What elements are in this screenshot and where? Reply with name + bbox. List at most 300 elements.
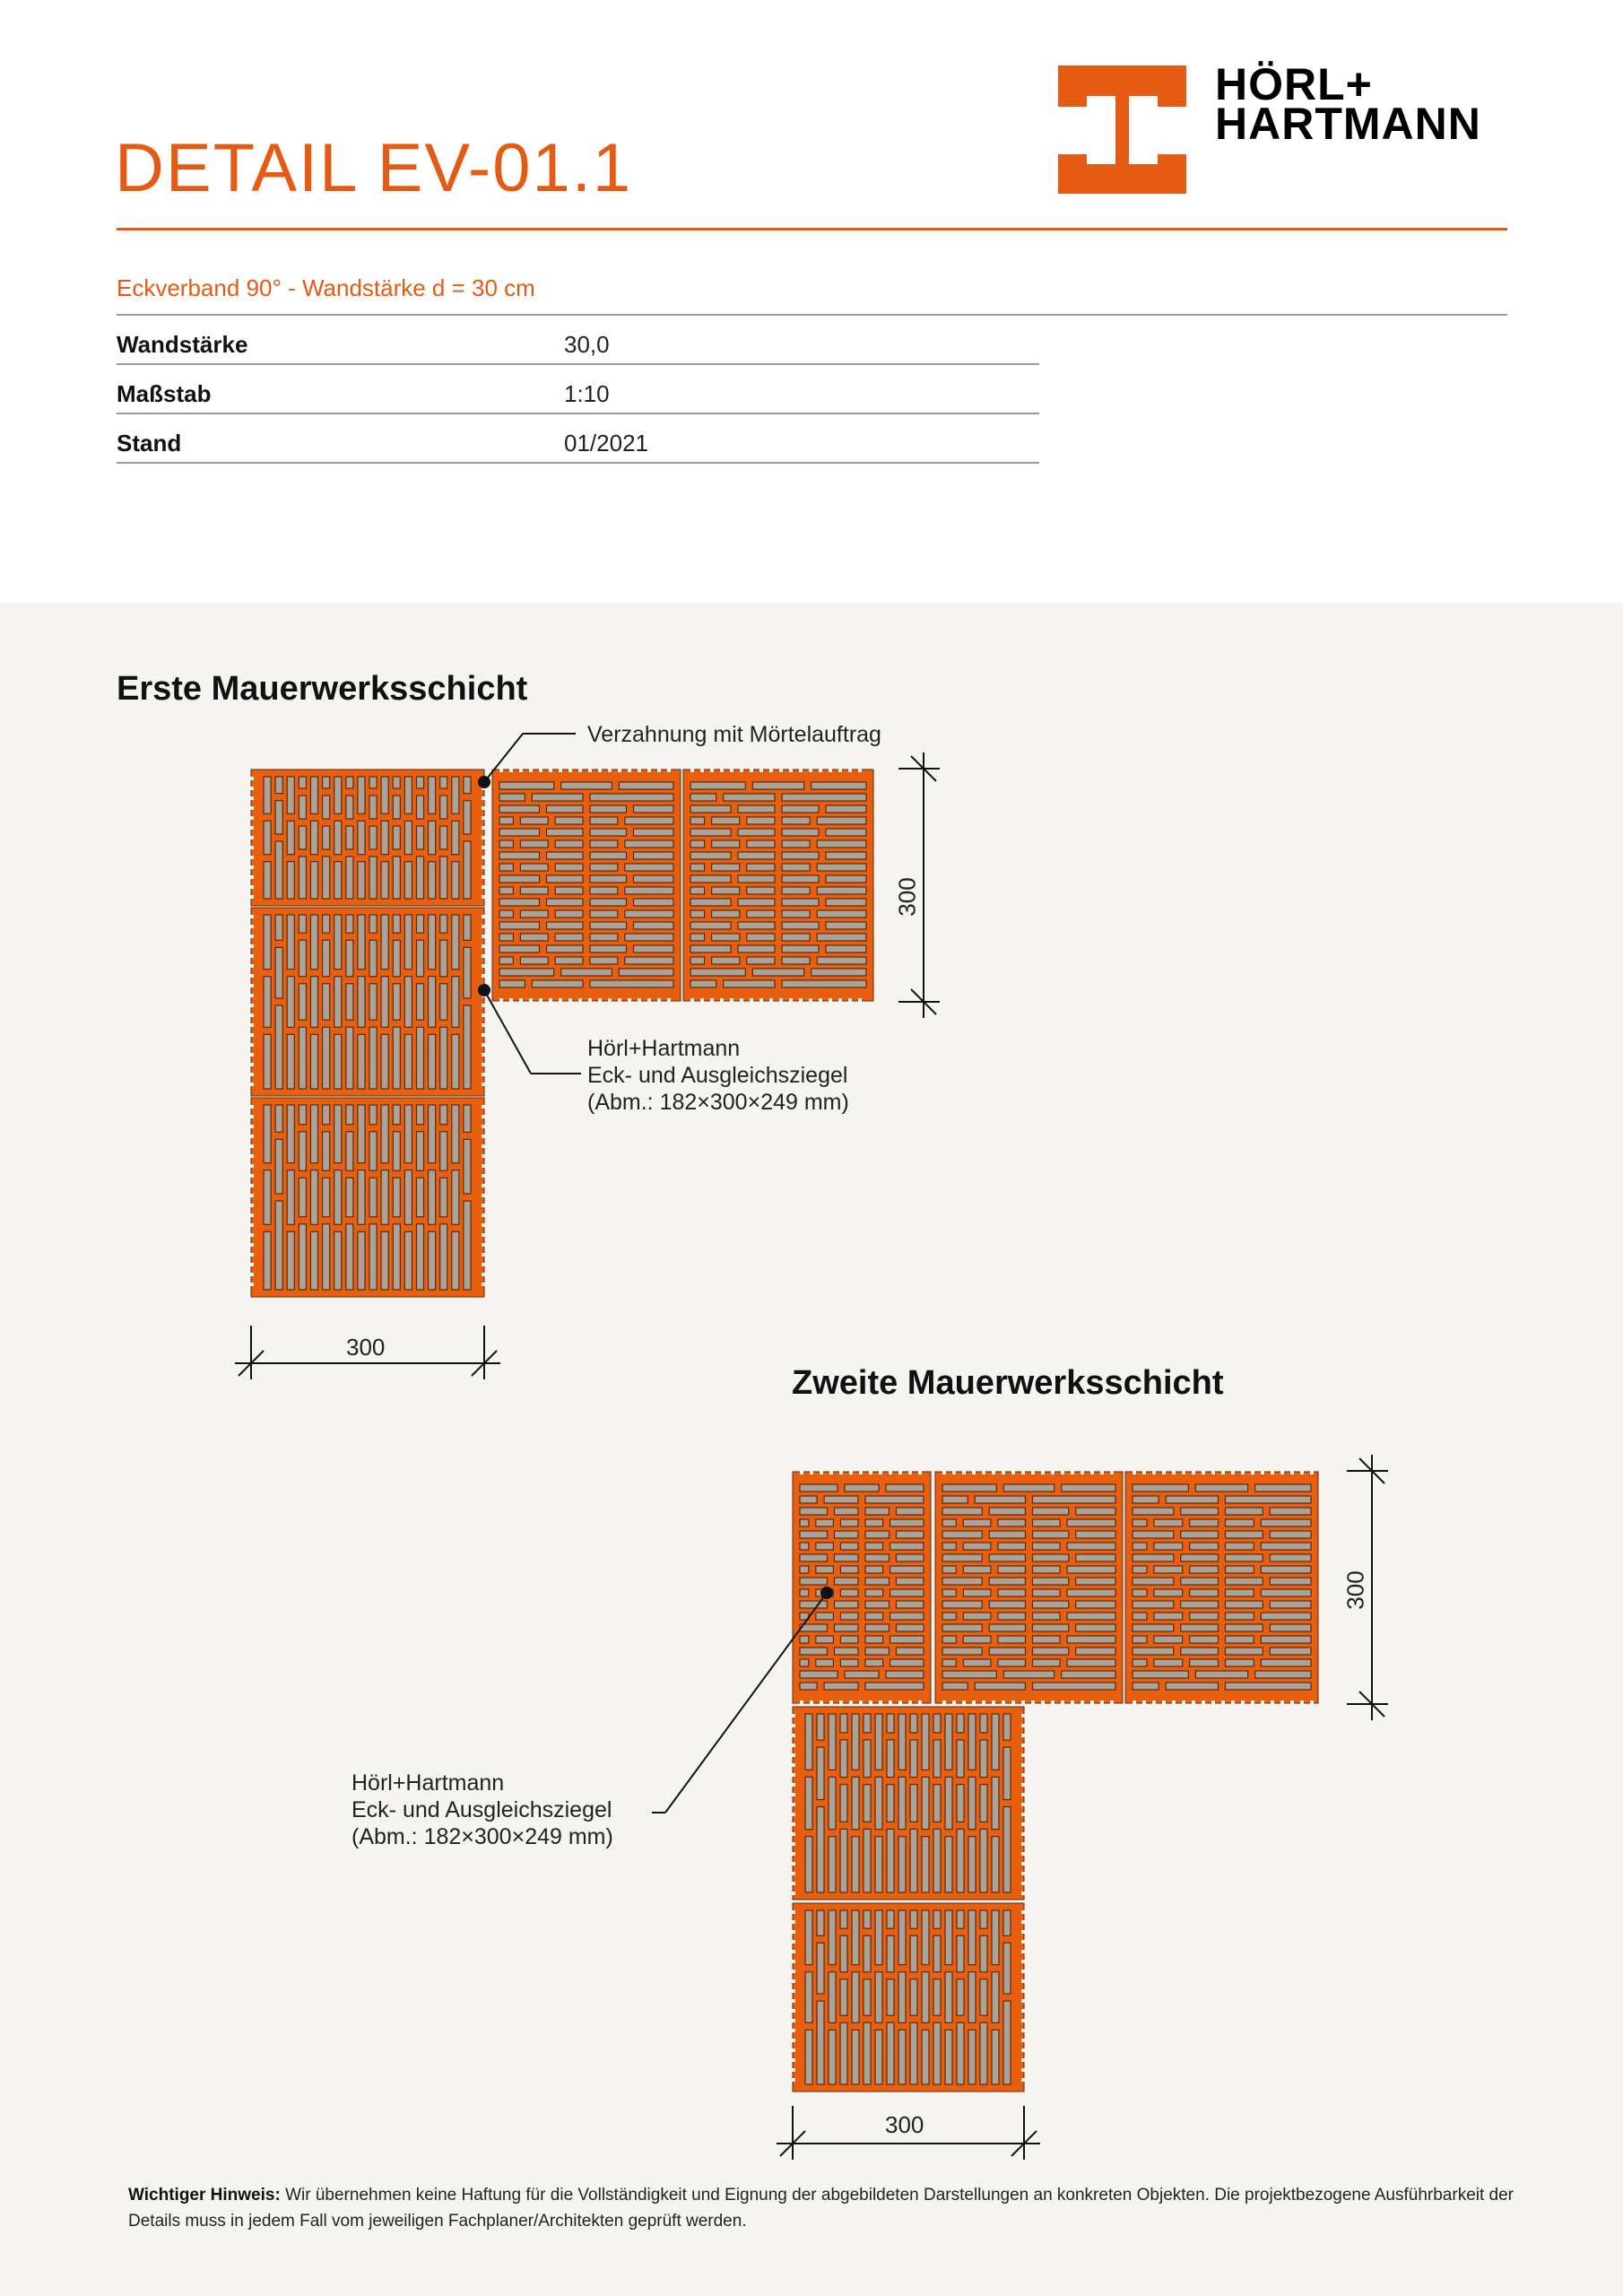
brick-tooth — [250, 1115, 254, 1118]
brick-hole — [346, 1105, 353, 1125]
brick-hole — [1133, 1543, 1147, 1550]
brick-tooth — [889, 1471, 892, 1474]
brick-hole — [520, 957, 548, 964]
brick-hole — [865, 1636, 883, 1643]
brick-tooth — [482, 1135, 485, 1138]
brick-hole — [738, 852, 775, 859]
brick-hole — [910, 2022, 917, 2084]
brick-hole — [634, 829, 674, 836]
brick-hole — [980, 1829, 987, 1892]
brick-tooth — [1182, 1471, 1185, 1474]
brick-tooth — [1300, 1471, 1304, 1474]
brick-hole — [393, 1132, 400, 1171]
brick-hole — [747, 934, 775, 941]
brick-tooth — [942, 1700, 946, 1704]
brick-hole — [835, 1624, 859, 1631]
brick-hole — [547, 922, 584, 929]
brick-hole — [852, 2030, 859, 2084]
brick-hole — [865, 1578, 890, 1585]
brick-tooth — [779, 769, 783, 772]
brick-tooth — [250, 1144, 254, 1148]
spec-label-stand: Stand — [117, 430, 182, 457]
brick-hole — [404, 915, 412, 970]
brick-hole — [264, 1231, 271, 1290]
brick-hole — [1181, 1648, 1219, 1655]
brick-hole — [690, 852, 731, 859]
brick-hole — [287, 915, 294, 970]
brick-tooth — [1021, 1999, 1025, 2003]
brick-hole — [1226, 1683, 1312, 1690]
brick-tooth — [482, 846, 485, 849]
brick-tooth — [792, 1882, 795, 1885]
brick-hole — [520, 910, 548, 918]
brick-hole — [1190, 1613, 1219, 1620]
brick-hole — [264, 1170, 271, 1225]
brick-hole — [393, 940, 400, 977]
layer2-annotation-brick — [352, 1770, 613, 1850]
brick-tooth — [1100, 1471, 1104, 1474]
brick-hole — [890, 1519, 924, 1526]
brick-hole — [782, 829, 819, 836]
brick-hole — [1181, 1624, 1219, 1631]
brick-tooth — [829, 1471, 833, 1474]
brick-hole — [440, 1224, 447, 1290]
brick-tooth — [750, 998, 753, 1002]
brick-tooth — [792, 1734, 795, 1737]
brick-hole — [840, 1829, 847, 1892]
brick-hole — [1133, 1671, 1188, 1678]
brick-tooth — [250, 1043, 254, 1047]
brick-tooth — [559, 998, 562, 1002]
brick-hole — [464, 1005, 471, 1089]
brick-hole — [1033, 1531, 1069, 1538]
brick-hole — [1270, 1554, 1311, 1561]
brick-hole — [963, 1566, 991, 1573]
brick-tooth — [482, 875, 485, 879]
brick-hole — [957, 1979, 964, 2016]
brick-hole — [800, 1566, 809, 1573]
brick-tooth — [519, 769, 523, 772]
brick-hole — [416, 777, 423, 788]
brick-tooth — [792, 1753, 795, 1757]
brick-hole — [264, 777, 271, 813]
brick-tooth — [250, 1253, 254, 1257]
brick-tooth — [1021, 1950, 1025, 1953]
brick-hole — [840, 1543, 858, 1550]
brick-hole — [1033, 1578, 1069, 1585]
brick-hole — [800, 1636, 809, 1643]
brick-hole — [800, 1589, 809, 1596]
spec-label-wandstaerke: Wandstärke — [117, 331, 248, 358]
brick-hole — [817, 840, 866, 848]
brick-hole — [590, 957, 618, 964]
brick-tooth — [792, 2048, 795, 2052]
brick-hole — [1033, 1554, 1069, 1561]
brick-hole — [287, 977, 294, 1028]
brick-hole — [865, 1601, 890, 1608]
brick-hole — [1195, 1484, 1247, 1492]
brick-hole — [816, 1566, 834, 1573]
brick-hole — [299, 796, 306, 819]
brick-tooth — [250, 1174, 254, 1178]
brick-tooth — [700, 998, 704, 1002]
brick-tooth — [918, 1700, 922, 1704]
brick-hole — [690, 829, 731, 836]
brick-tooth — [1021, 1724, 1025, 1727]
brick-hole — [910, 1714, 917, 1733]
brick-tooth — [608, 769, 612, 772]
brick-hole — [840, 1566, 858, 1573]
brick-hole — [864, 1910, 871, 1928]
brick-tooth — [1241, 1700, 1245, 1704]
brick-hole — [829, 1777, 836, 1829]
brick-tooth — [578, 769, 582, 772]
brick-hole — [1033, 1601, 1069, 1608]
brick-hole — [381, 915, 388, 970]
brick-hole — [835, 1601, 859, 1608]
brick-tooth — [858, 998, 862, 1002]
brick-hole — [323, 1027, 330, 1089]
brick-hole — [1154, 1659, 1183, 1666]
brick-hole — [1033, 1566, 1061, 1573]
brick-hole — [590, 945, 627, 952]
brick-hole — [933, 2022, 941, 2084]
brick-hole — [358, 777, 365, 813]
brick-tooth — [1011, 1700, 1015, 1704]
brick-tooth — [792, 1763, 795, 1767]
brick-tooth — [1021, 1862, 1025, 1866]
brick-hole — [452, 1170, 459, 1225]
brick-hole — [998, 1543, 1026, 1550]
brick-tooth — [1081, 1700, 1084, 1704]
brick-tooth — [898, 1471, 902, 1474]
brick-hole — [1133, 1554, 1174, 1561]
brick-hole — [724, 980, 775, 987]
brick-hole — [429, 1105, 436, 1163]
brick-tooth — [730, 769, 733, 772]
brick-hole — [890, 1543, 924, 1550]
brick-hole — [890, 1636, 924, 1643]
brick-hole — [310, 1231, 317, 1290]
brick-tooth — [829, 769, 832, 772]
brick-hole — [738, 922, 775, 929]
brick-hole — [499, 887, 513, 894]
brick-hole — [875, 1910, 882, 1965]
brick-hole — [1033, 1496, 1116, 1503]
brick-horizontal — [935, 1471, 1123, 1704]
brick-tooth — [250, 1135, 254, 1138]
brick-tooth — [1021, 1910, 1025, 1914]
brick-hole — [1003, 1807, 1011, 1893]
page-title: DETAIL EV-01.1 — [115, 130, 633, 206]
brick-hole — [998, 1519, 1026, 1526]
brick-hole — [968, 1910, 976, 1965]
brick-hole — [393, 826, 400, 849]
brick-hole — [817, 2001, 824, 2084]
brick-hole — [369, 777, 377, 788]
brick-hole — [805, 1837, 812, 1892]
brick-tooth — [1192, 1471, 1195, 1474]
brick-hole — [690, 969, 745, 976]
brick-hole — [416, 1027, 423, 1089]
brick-tooth — [1041, 1700, 1045, 1704]
brick-hole — [1190, 1543, 1219, 1550]
brick-hole — [865, 1508, 890, 1515]
brick-hole — [299, 777, 306, 788]
brick-hole — [334, 977, 342, 1028]
brick-tooth — [809, 769, 812, 772]
brick-hole — [738, 829, 775, 836]
brick-hole — [724, 794, 775, 801]
brick-tooth — [1251, 1471, 1254, 1474]
brick-hole — [1003, 2001, 1011, 2084]
brick-hole — [835, 1508, 859, 1515]
brick-tooth — [250, 846, 254, 849]
brick-hole — [890, 1613, 924, 1620]
brick-hole — [980, 1979, 987, 2016]
brick-hole — [499, 782, 554, 789]
brick-tooth — [250, 1184, 254, 1187]
brick-hole — [865, 1624, 890, 1631]
brick-hole — [634, 922, 674, 929]
brick-hole — [416, 796, 423, 819]
brick-tooth — [482, 1013, 485, 1017]
brick-hole — [1133, 1613, 1147, 1620]
brick-hole — [782, 864, 810, 871]
brick-hole — [404, 862, 412, 899]
brick-tooth — [1021, 1813, 1025, 1816]
brick-tooth — [482, 1223, 485, 1227]
brick-tooth — [250, 994, 254, 997]
brick-hole — [547, 899, 584, 906]
brick-hole — [1154, 1589, 1183, 1596]
layer1-annotation-brick — [587, 1035, 849, 1116]
brick-body — [251, 770, 484, 906]
brick-hole — [887, 2022, 894, 2084]
brick-hole — [499, 875, 540, 883]
brick-hole — [1226, 1531, 1263, 1538]
brick-tooth — [730, 998, 733, 1002]
brick-hole — [452, 1034, 459, 1089]
brick-tooth — [792, 1950, 795, 1953]
brick-hole — [826, 922, 866, 929]
brick-tooth — [858, 769, 862, 772]
brick-hole — [404, 1231, 412, 1290]
brick-tooth — [482, 1105, 485, 1109]
brick-hole — [963, 1613, 991, 1620]
brick-hole — [942, 1671, 996, 1678]
brick-hole — [1033, 1683, 1116, 1690]
brick-hole — [933, 1910, 941, 1928]
brick-tooth — [1090, 1471, 1094, 1474]
brick-hole — [835, 1531, 859, 1538]
brick-tooth — [1202, 1471, 1205, 1474]
brick-hole — [440, 940, 447, 977]
brick-hole — [369, 1224, 377, 1290]
brick-hole — [980, 1910, 987, 1928]
brick-hole — [429, 777, 436, 813]
brick-tooth — [549, 769, 552, 772]
brick-hole — [933, 1714, 941, 1733]
brick-body — [492, 770, 681, 1001]
brick-tooth — [482, 1115, 485, 1118]
brick-hole — [840, 1589, 858, 1596]
brick-hole — [712, 957, 740, 964]
brick-tooth — [792, 1832, 795, 1836]
brick-hole — [942, 1636, 956, 1643]
brick-vertical — [792, 1707, 1025, 1900]
brick-vertical — [792, 1903, 1025, 2092]
brick-tooth — [952, 1700, 956, 1704]
brick-tooth — [690, 769, 694, 772]
brick-hole — [957, 1935, 964, 1972]
brick-hole — [712, 817, 740, 824]
brick-hole — [1133, 1624, 1174, 1631]
brick-hole — [887, 1910, 894, 1928]
brick-tooth — [1241, 1471, 1245, 1474]
brick-hole — [738, 875, 775, 883]
brick-hole — [1226, 1659, 1254, 1666]
brick-tooth — [482, 1213, 485, 1217]
brick-hole — [747, 910, 775, 918]
brick-hole — [945, 1714, 952, 1770]
brick-tooth — [710, 769, 714, 772]
brick-hole — [287, 821, 294, 854]
brick-tooth — [250, 1073, 254, 1076]
brick-hole — [1076, 1578, 1115, 1585]
brick-hole — [440, 796, 447, 819]
brick-hole — [1270, 1531, 1311, 1538]
brick-hole — [865, 1566, 883, 1573]
brick-hole — [1226, 1624, 1263, 1631]
brick-tooth — [779, 998, 783, 1002]
brick-tooth — [250, 1083, 254, 1086]
brick-hole — [864, 1829, 871, 1892]
brick-tooth — [829, 1700, 833, 1704]
brick-hole — [840, 2022, 847, 2084]
brick-tooth — [482, 865, 485, 869]
brick-hole — [840, 1613, 858, 1620]
brick-hole — [499, 910, 513, 918]
brick-tooth — [962, 1471, 966, 1474]
brick-tooth — [1142, 1471, 1146, 1474]
brick-hole — [942, 1496, 968, 1503]
brick-tooth — [849, 1700, 853, 1704]
brick-tooth — [992, 1471, 995, 1474]
brick-hole — [835, 1578, 859, 1585]
brick-hole — [464, 841, 471, 899]
logo-line-2: HARTMANN — [1215, 99, 1481, 149]
brick-hole — [992, 1972, 999, 2023]
brick-tooth — [1231, 1700, 1235, 1704]
brick-tooth — [1051, 1700, 1055, 1704]
brick-tooth — [982, 1471, 985, 1474]
brick-tooth — [792, 2058, 795, 2062]
brick-hole — [945, 1837, 952, 1892]
brick-tooth — [1021, 1852, 1025, 1856]
brick-tooth — [1031, 1471, 1035, 1474]
brick-hole — [1003, 1714, 1011, 1740]
brick-hole — [800, 1508, 828, 1515]
brick-hole — [989, 1601, 1025, 1608]
brick-hole — [561, 969, 612, 976]
brick-hole — [800, 1648, 828, 1655]
brick-hole — [812, 782, 866, 789]
brick-hole — [590, 887, 618, 894]
brick-tooth — [1182, 1700, 1185, 1704]
brick-hole — [416, 1105, 423, 1125]
brick-hole — [1226, 1519, 1254, 1526]
brick-hole — [275, 841, 282, 899]
brick-hole — [817, 864, 866, 871]
brick-hole — [690, 934, 705, 941]
brick-tooth — [720, 769, 724, 772]
brick-tooth — [792, 1852, 795, 1856]
brick-tooth — [759, 998, 763, 1002]
brick-tooth — [1011, 1471, 1015, 1474]
brick-hole — [555, 864, 583, 871]
brick-hole — [1067, 1519, 1115, 1526]
brick-hole — [989, 1624, 1025, 1631]
brick-hole — [875, 2030, 882, 2084]
brick-hole — [346, 984, 353, 1021]
brick-tooth — [482, 816, 485, 820]
brick-hole — [886, 1671, 924, 1678]
brick-hole — [887, 1979, 894, 2016]
brick-tooth — [792, 1842, 795, 1846]
brick-hole — [452, 821, 459, 854]
brick-hole — [334, 1105, 342, 1163]
brick-hole — [429, 1034, 436, 1089]
brick-hole — [1033, 1613, 1061, 1620]
brick-tooth — [250, 1233, 254, 1237]
brick-hole — [817, 934, 866, 941]
brick-hole — [299, 1105, 306, 1125]
brick-hole — [829, 1837, 836, 1892]
brick-tooth — [1133, 1700, 1136, 1704]
brick-tooth — [250, 836, 254, 839]
brick-hole — [275, 777, 282, 794]
brick-hole — [1062, 1671, 1115, 1678]
brick-hole — [310, 777, 317, 813]
brick-hole — [1154, 1566, 1183, 1573]
brick-tooth — [1021, 1989, 1025, 1993]
brick-hole — [945, 2030, 952, 2084]
brick-horizontal — [492, 769, 681, 1002]
brick-hole — [634, 945, 674, 952]
brick-hole — [840, 1636, 858, 1643]
brick-tooth — [1051, 1471, 1055, 1474]
brick-tooth — [1021, 2058, 1025, 2062]
brick-hole — [1033, 1589, 1061, 1596]
brick-hole — [590, 805, 627, 813]
brick-hole — [464, 1105, 471, 1132]
brick-hole — [555, 887, 583, 894]
brick-tooth — [1152, 1700, 1156, 1704]
brick-hole — [369, 915, 377, 933]
brick-hole — [625, 887, 673, 894]
brick-hole — [499, 980, 525, 987]
brick-hole — [998, 1589, 1026, 1596]
brick-hole — [369, 1178, 377, 1217]
brick-hole — [890, 1566, 924, 1573]
brick-hole — [299, 1132, 306, 1171]
brick-hole — [346, 796, 353, 819]
brick-hole — [845, 1671, 879, 1678]
brick-hole — [992, 1714, 999, 1770]
brick-hole — [499, 805, 540, 813]
brick-tooth — [792, 1724, 795, 1727]
